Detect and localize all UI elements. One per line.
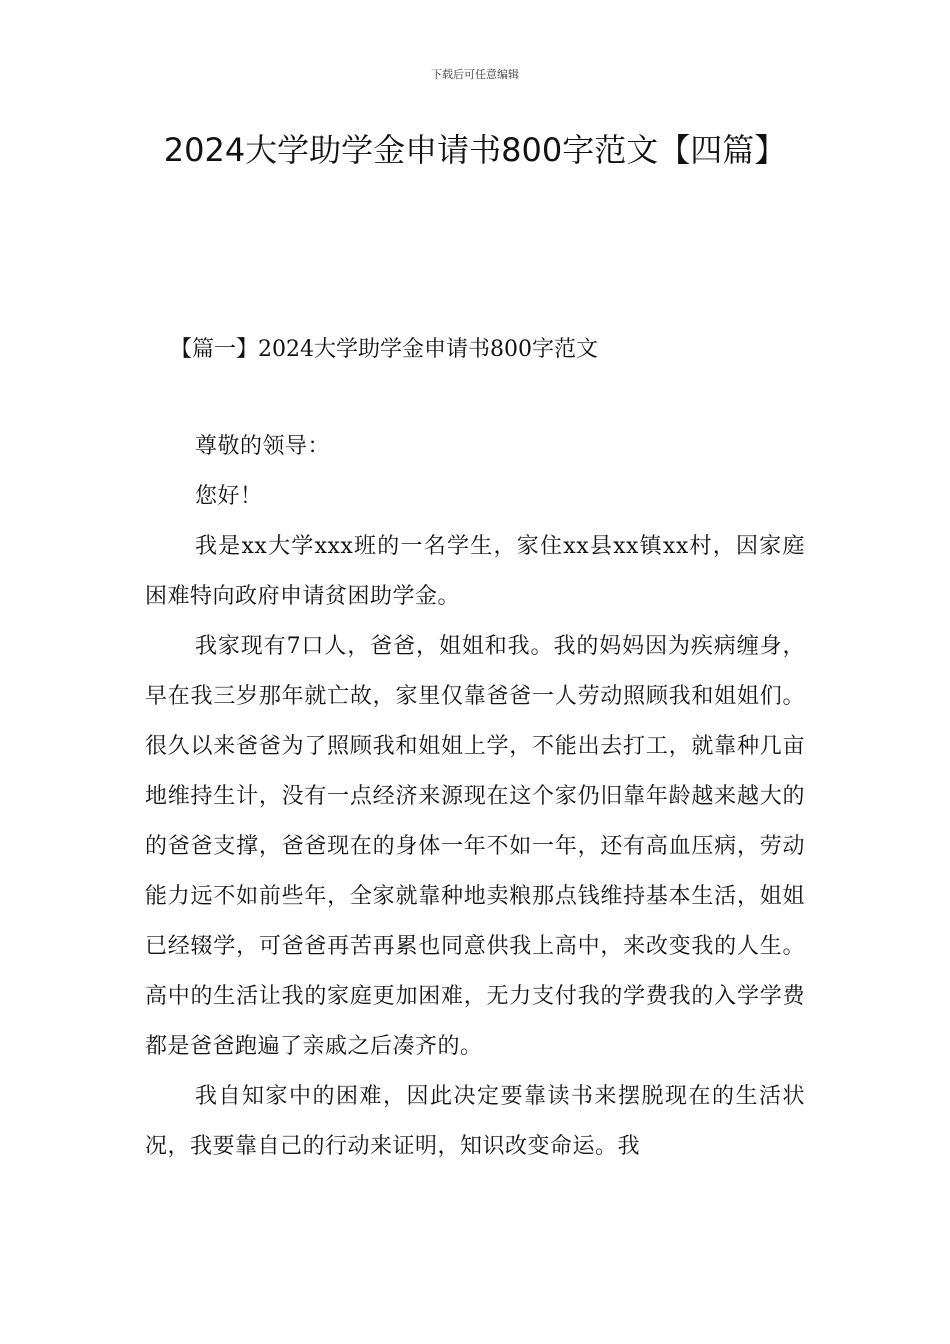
body-paragraph: 我是xx大学xxx班的一名学生，家住xx县xx镇xx村，因家庭困难特向政府申请贫困助学金。 [145,534,805,609]
salutation: 尊敬的领导： [195,434,331,459]
greeting: 您好！ [195,484,263,509]
page-header-note: 下载后可任意编辑 [431,68,519,81]
document-title: 2024大学助学金申请书800字范文【四篇】 [163,131,787,169]
document-body [145,422,805,1172]
body-paragraph: 我家现有7口人，爸爸，姐姐和我。我的妈妈因为疾病缠身，早在我三岁那年就亡故，家里仅靠爸爸一人劳动照顾我和姐姐们。很久以来爸爸为了照顾我和姐姐上学，不能出去打工，就靠种几亩地维持生计，没有一点经济来源现在这个家仍旧靠年龄越来越大的的爸爸支撑，爸爸现在的身体一年不如一年，还有高血压病，劳动能力远不如前些年，全家就靠种地卖粮那点钱维持基本生活，姐姐已经辍学，可爸爸再苦再累也同意供我上高中，来改变我的人生。高中的生活让我的家庭更加困难，无力支付我的学费我的入学学费都是爸爸跑遍了亲戚之后凑齐的。 [145,634,805,1059]
body-paragraph: 我自知家中的困难，因此决定要靠读书来摆脱现在的生活状况，我要靠自己的行动来证明，知识改变命运。我 [145,1084,805,1159]
section-heading: 【篇一】2024大学助学金申请书800字范文 [170,337,598,362]
